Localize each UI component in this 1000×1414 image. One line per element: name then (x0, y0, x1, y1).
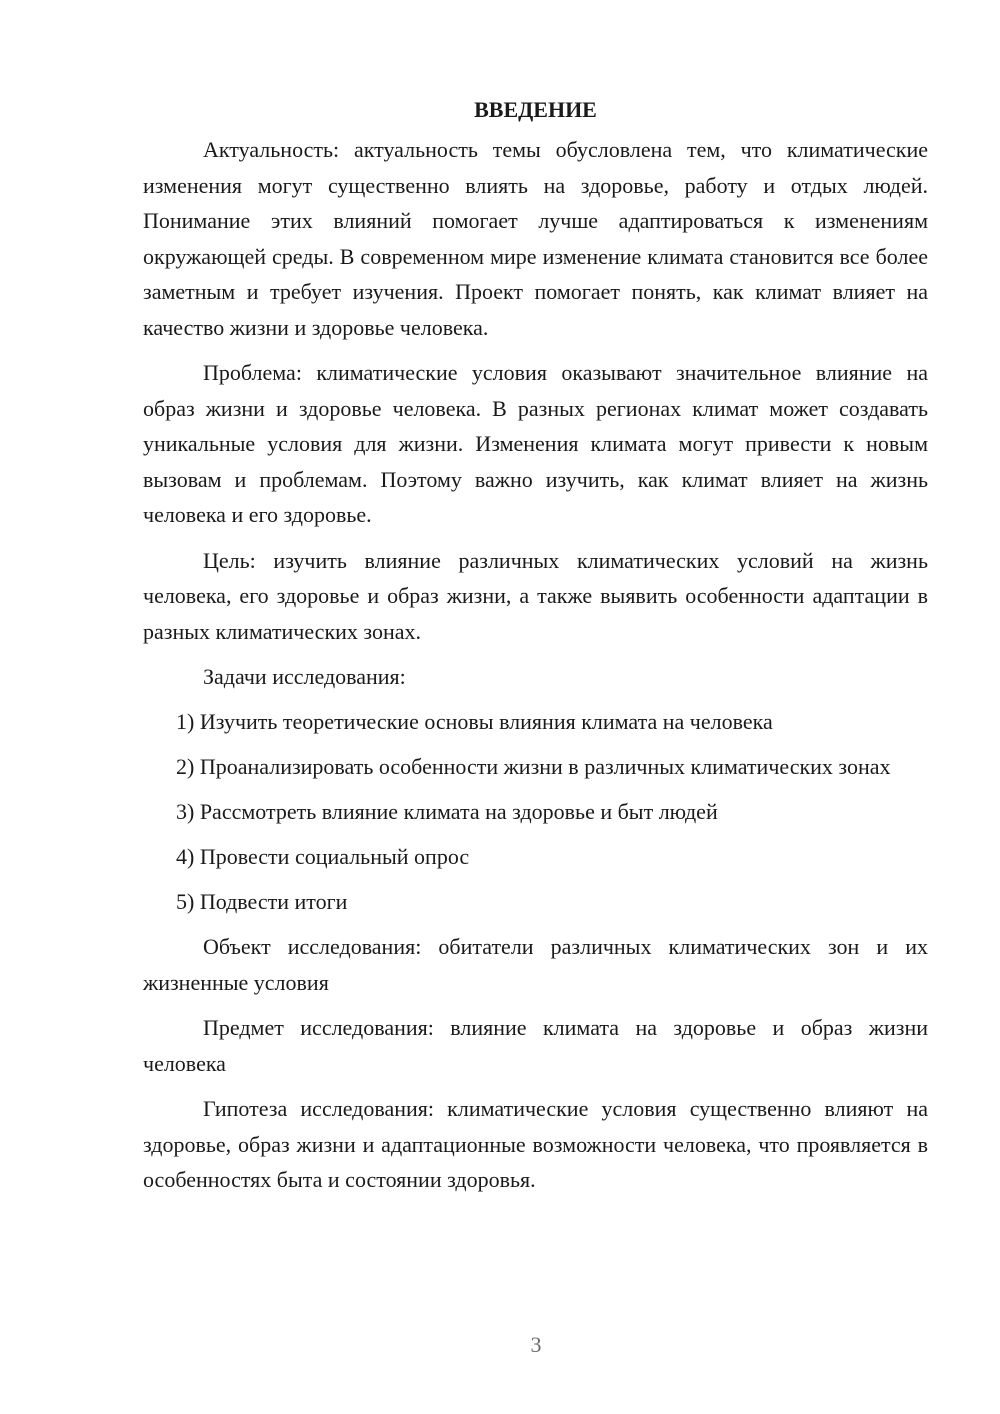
page-number: 3 (530, 1332, 542, 1357)
list-item: 3) Рассмотреть влияние климата на здоровье и быт людей (176, 799, 718, 824)
section-title: ВВЕДЕНИЕ (474, 97, 597, 122)
tasks-list (143, 704, 928, 920)
paragraph-subject: Предмет исследования: влияние климата на здоровье и образ жизни человека (143, 1015, 928, 1076)
list-item: 2) Проанализировать особенности жизни в различных климатических зонах (176, 754, 891, 779)
paragraph-object: Объект исследования: обитатели различных климатических зон и их жизненные условия (143, 934, 928, 995)
paragraph-goal: Цель: изучить влияние различных климатических условий на жизнь человека, его здоровье и образ жизни, а также выявить особенности адаптации в разных климатических зонах. (143, 547, 928, 644)
paragraph-hypothesis: Гипотеза исследования: климатические условия существенно влияют на здоровье, образ жизни и адаптационные возможности человека, что проявляется в особенностях быта и состоянии здоровья. (143, 1096, 928, 1192)
list-item: 1) Изучить теоретические основы влияния климата на человека (176, 709, 773, 734)
paragraph-problem: Проблема: климатические условия оказывают значительное влияние на образ жизни и здоровье человека. В разных регионах климат может создавать уникальные условия для жизни. Изменения климата могут привести к новым вызовам и проблемам. Поэтому важно изучить, как климат влияет на жизнь человека и его здоровье. (143, 360, 928, 527)
document-page (143, 92, 928, 1208)
tasks-heading: Задачи исследования: (203, 664, 406, 689)
list-item: 5) Подвести итоги (176, 889, 348, 914)
paragraph-relevance: Актуальность: актуальность темы обусловлена тем, что климатические изменения могут существенно влиять на здоровье, работу и отдых людей. Понимание этих влияний помогает лучше адаптироваться к изменениям окружающей среды. В современном мире изменение климата становится все более заметным и требует изучения. Проект помогает понять, как климат влияет на качество жизни и здоровье человека. (143, 137, 928, 340)
list-item: 4) Провести социальный опрос (176, 844, 470, 869)
